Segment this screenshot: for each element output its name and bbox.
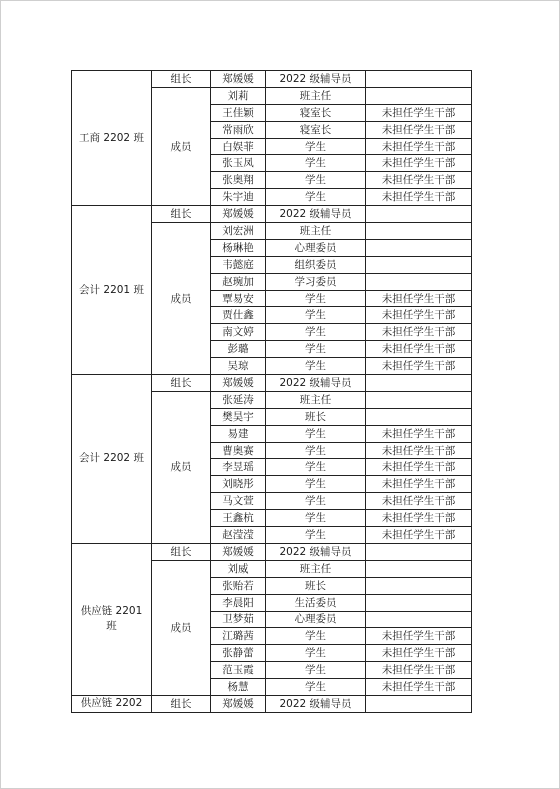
note-cell: 未担任学生干部: [366, 628, 472, 645]
note-cell: 未担任学生干部: [366, 527, 472, 544]
person-name-cell: 王鑫杭: [211, 510, 266, 527]
person-name-cell: 赵琬加: [211, 273, 266, 290]
person-name-cell: 朱宇迪: [211, 189, 266, 206]
role-group-cell: 组长: [152, 543, 211, 560]
class-name-cell: 会计 2201 班: [72, 206, 152, 375]
position-cell: 班主任: [266, 391, 366, 408]
note-cell: 未担任学生干部: [366, 104, 472, 121]
position-cell: 学生: [266, 527, 366, 544]
person-name-cell: 常雨欣: [211, 121, 266, 138]
role-group-cell: 组长: [152, 375, 211, 392]
person-name-cell: 张延涛: [211, 391, 266, 408]
position-cell: 2022 级辅导员: [266, 543, 366, 560]
position-cell: 班主任: [266, 87, 366, 104]
role-group-cell: 成员: [152, 87, 211, 205]
position-cell: 学生: [266, 459, 366, 476]
person-name-cell: 郑媛媛: [211, 375, 266, 392]
role-group-cell: 成员: [152, 560, 211, 695]
position-cell: 组织委员: [266, 256, 366, 273]
person-name-cell: 范玉霞: [211, 662, 266, 679]
role-group-cell: 组长: [152, 206, 211, 223]
position-cell: 学生: [266, 307, 366, 324]
table-row: [72, 206, 472, 223]
note-cell: [366, 239, 472, 256]
position-cell: 学生: [266, 324, 366, 341]
note-cell: 未担任学生干部: [366, 324, 472, 341]
class-roster-table: [71, 70, 472, 713]
position-cell: 2022 级辅导员: [266, 375, 366, 392]
note-cell: [366, 391, 472, 408]
position-cell: 学习委员: [266, 273, 366, 290]
position-cell: 班主任: [266, 223, 366, 240]
role-group-cell: 组长: [152, 71, 211, 88]
position-cell: 学生: [266, 645, 366, 662]
note-cell: [366, 594, 472, 611]
position-cell: 2022 级辅导员: [266, 695, 366, 712]
person-name-cell: 郑媛媛: [211, 543, 266, 560]
person-name-cell: 李晨阳: [211, 594, 266, 611]
class-name-cell: 供应链 2202: [72, 695, 152, 712]
position-cell: 学生: [266, 341, 366, 358]
person-name-cell: 郑媛媛: [211, 206, 266, 223]
note-cell: [366, 375, 472, 392]
note-cell: 未担任学生干部: [366, 679, 472, 696]
note-cell: [366, 560, 472, 577]
table-row: [72, 695, 472, 712]
note-cell: 未担任学生干部: [366, 358, 472, 375]
position-cell: 寝室长: [266, 121, 366, 138]
note-cell: 未担任学生干部: [366, 189, 472, 206]
note-cell: 未担任学生干部: [366, 341, 472, 358]
position-cell: 心理委员: [266, 239, 366, 256]
position-cell: 学生: [266, 493, 366, 510]
person-name-cell: 王佳颖: [211, 104, 266, 121]
note-cell: [366, 695, 472, 712]
position-cell: 学生: [266, 138, 366, 155]
person-name-cell: 樊昊宇: [211, 408, 266, 425]
person-name-cell: 彭璐: [211, 341, 266, 358]
role-group-cell: 成员: [152, 223, 211, 375]
person-name-cell: 张玉凤: [211, 155, 266, 172]
person-name-cell: 马文萱: [211, 493, 266, 510]
position-cell: 学生: [266, 662, 366, 679]
person-name-cell: 江璐茜: [211, 628, 266, 645]
note-cell: 未担任学生干部: [366, 290, 472, 307]
note-cell: [366, 223, 472, 240]
position-cell: 学生: [266, 155, 366, 172]
person-name-cell: 杨慧: [211, 679, 266, 696]
note-cell: 未担任学生干部: [366, 662, 472, 679]
person-name-cell: 刘威: [211, 560, 266, 577]
table-row: [72, 71, 472, 88]
note-cell: 未担任学生干部: [366, 510, 472, 527]
person-name-cell: 刘莉: [211, 87, 266, 104]
note-cell: 未担任学生干部: [366, 138, 472, 155]
role-group-cell: 成员: [152, 391, 211, 543]
role-group-cell: 组长: [152, 695, 211, 712]
note-cell: [366, 87, 472, 104]
position-cell: 学生: [266, 476, 366, 493]
note-cell: [366, 577, 472, 594]
position-cell: 2022 级辅导员: [266, 71, 366, 88]
position-cell: 生活委员: [266, 594, 366, 611]
table-row: [72, 375, 472, 392]
person-name-cell: 韦懿庭: [211, 256, 266, 273]
position-cell: 学生: [266, 172, 366, 189]
class-name-cell: 工商 2202 班: [72, 71, 152, 206]
note-cell: 未担任学生干部: [366, 121, 472, 138]
position-cell: 班长: [266, 577, 366, 594]
position-cell: 学生: [266, 189, 366, 206]
person-name-cell: 张静蕾: [211, 645, 266, 662]
note-cell: [366, 273, 472, 290]
person-name-cell: 张贻若: [211, 577, 266, 594]
note-cell: 未担任学生干部: [366, 493, 472, 510]
position-cell: 班长: [266, 408, 366, 425]
note-cell: 未担任学生干部: [366, 172, 472, 189]
note-cell: [366, 611, 472, 628]
person-name-cell: 易建: [211, 425, 266, 442]
note-cell: [366, 206, 472, 223]
position-cell: 学生: [266, 628, 366, 645]
position-cell: 寝室长: [266, 104, 366, 121]
roster-body: [72, 71, 472, 713]
position-cell: 2022 级辅导员: [266, 206, 366, 223]
class-name-cell: 会计 2202 班: [72, 375, 152, 544]
person-name-cell: 赵滢滢: [211, 527, 266, 544]
person-name-cell: 吴琼: [211, 358, 266, 375]
person-name-cell: 南文婷: [211, 324, 266, 341]
note-cell: 未担任学生干部: [366, 442, 472, 459]
note-cell: 未担任学生干部: [366, 155, 472, 172]
note-cell: 未担任学生干部: [366, 645, 472, 662]
note-cell: [366, 543, 472, 560]
position-cell: 心理委员: [266, 611, 366, 628]
note-cell: 未担任学生干部: [366, 307, 472, 324]
note-cell: 未担任学生干部: [366, 459, 472, 476]
position-cell: 学生: [266, 425, 366, 442]
position-cell: 学生: [266, 442, 366, 459]
note-cell: [366, 408, 472, 425]
person-name-cell: 杨琳艳: [211, 239, 266, 256]
position-cell: 学生: [266, 679, 366, 696]
person-name-cell: 卫梦茹: [211, 611, 266, 628]
person-name-cell: 郑媛媛: [211, 71, 266, 88]
position-cell: 学生: [266, 290, 366, 307]
class-name-cell: 供应链 2201 班: [72, 543, 152, 695]
person-name-cell: 郑媛媛: [211, 695, 266, 712]
position-cell: 学生: [266, 510, 366, 527]
person-name-cell: 贾仕鑫: [211, 307, 266, 324]
note-cell: 未担任学生干部: [366, 476, 472, 493]
person-name-cell: 曹奥赛: [211, 442, 266, 459]
note-cell: [366, 256, 472, 273]
person-name-cell: 刘晓彤: [211, 476, 266, 493]
person-name-cell: 李昱瑶: [211, 459, 266, 476]
position-cell: 班主任: [266, 560, 366, 577]
person-name-cell: 刘宏洲: [211, 223, 266, 240]
table-row: [72, 543, 472, 560]
note-cell: 未担任学生干部: [366, 425, 472, 442]
note-cell: [366, 71, 472, 88]
position-cell: 学生: [266, 358, 366, 375]
person-name-cell: 张奥翔: [211, 172, 266, 189]
person-name-cell: 白娱菲: [211, 138, 266, 155]
person-name-cell: 覃易安: [211, 290, 266, 307]
